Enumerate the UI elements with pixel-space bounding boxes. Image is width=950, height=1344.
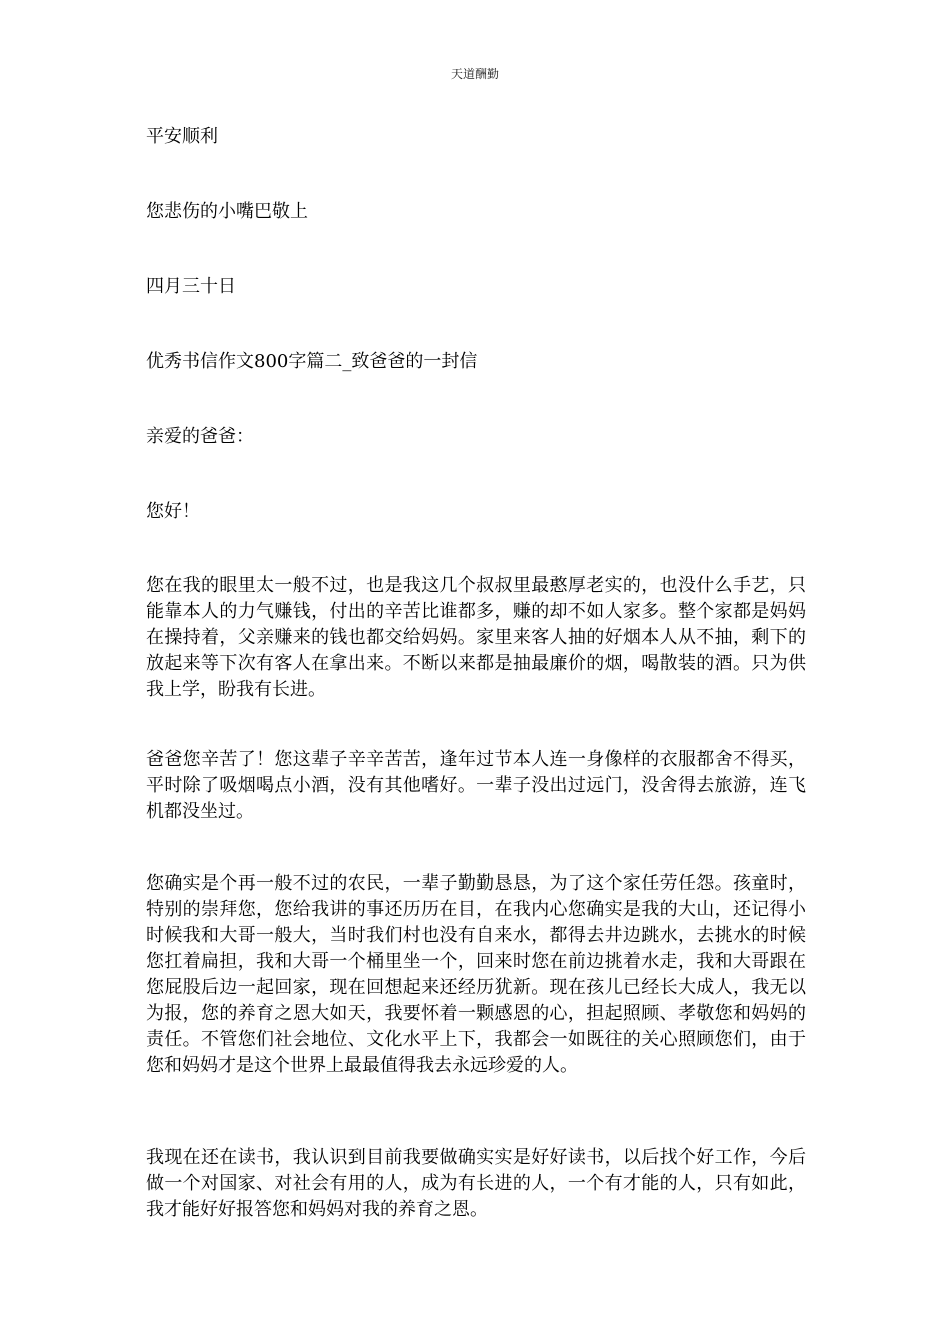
paragraph-2: 爸爸您辛苦了！您这辈子辛辛苦苦，逢年过节本人连一身像样的衣服都舍不得买，平时除了吸烟喝点小酒，没有其他嗜好。一辈子没出过远门，没舍得去旅游，连飞机都没坐过。 <box>146 749 806 822</box>
paragraph-1: 您在我的眼里太一般不过，也是我这几个叔叔里最憨厚老实的，也没什么手艺，只能靠本人的力气赚钱，付出的辛苦比谁都多，赚的却不如人家多。整个家都是妈妈在操持着，父亲赚来的钱也都交给妈妈。家里来客人抽的好烟本人从不抽，剩下的放起来等下次有客人在拿出来。不断以来都是抽最廉价的烟，喝散装的酒。只为供我上学，盼我有长进。 <box>146 575 806 700</box>
paragraph-3: 您确实是个再一般不过的农民，一辈子勤勤恳恳，为了这个家任劳任怨。孩童时，特别的崇拜您，您给我讲的事还历历在目，在我内心您确实是我的大山，还记得小时候我和大哥一般大，当时我们村也没有自来水，都得去井边跳水，去挑水的时候您扛着扁担，我和大哥一个桶里坐一个，回来时您在前边挑着水走，我和大哥跟在您屁股后边一起回家，现在回想起来还经历犹新。现在孩儿已经长大成人，我无以为报，您的养育之恩大如天，我要怀着一颗感恩的心，担起照顾、孝敬您和妈妈的责任。不管您们社会地位、文化水平上下，我都会一如既往的关心照顾您们，由于您和妈妈才是这个世界上最最值得我去永远珍爱的人。 <box>146 873 806 1076</box>
date: 四月三十日 <box>146 276 236 297</box>
paragraph-4: 我现在还在读书，我认识到目前我要做确实实是好好读书，以后找个好工作，今后做一个对国家、对社会有用的人，成为有长进的人，一个有才能的人，只有如此，我才能好好报答您和妈妈对我的养育之恩。 <box>146 1147 806 1220</box>
signature: 您悲伤的小嘴巴敬上 <box>146 201 308 222</box>
closing-wish: 平安顺利 <box>146 126 218 147</box>
article-title: 优秀书信作文800字篇二_致爸爸的一封信 <box>146 351 478 372</box>
greeting: 您好！ <box>146 501 200 522</box>
page-header: 天道酬勤 <box>450 67 499 81</box>
salutation: 亲爱的爸爸： <box>146 426 254 447</box>
